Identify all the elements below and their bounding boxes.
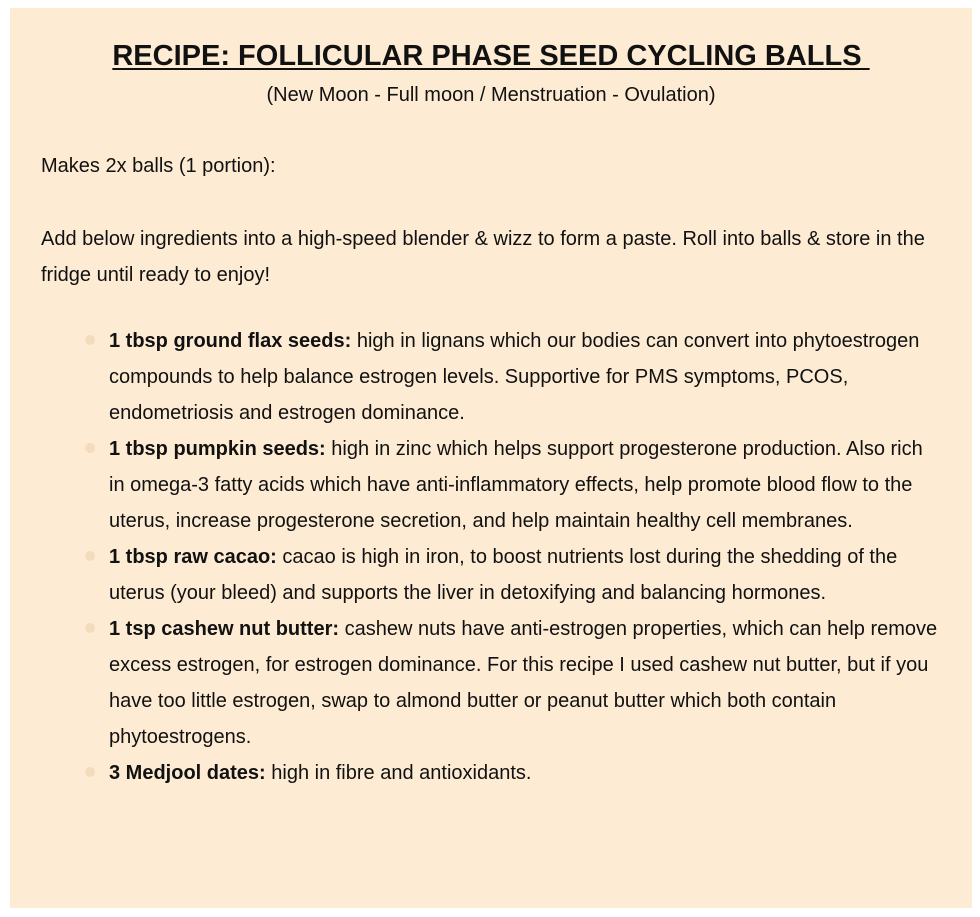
- list-item: [10, 755, 950, 791]
- bullet-icon: [85, 767, 95, 777]
- ingredient-description: cashew nuts have anti-estrogen properties, which can help remove excess estrogen, for estrogen dominance. For this recipe I used cashew nut butter, but if you have too little estrogen, swap to almond butter or peanut butter which both contain phytoestrogens.: [109, 618, 938, 748]
- ingredient-description: high in fibre and antioxidants.: [265, 762, 532, 784]
- recipe-title: RECIPE: FOLLICULAR PHASE SEED CYCLING BALLS: [112, 40, 870, 72]
- ingredient-description: high in zinc which helps support progesterone production. Also rich in omega-3 fatty acids which have anti-inflammatory effects, help promote blood flow to the uterus, increase progesterone secretion, and help maintain healthy cell membranes.: [109, 438, 923, 532]
- ingredient-name: 1 tbsp raw cacao:: [109, 546, 277, 568]
- ingredient-name: 1 tbsp pumpkin seeds:: [109, 438, 326, 460]
- list-item: [10, 611, 950, 755]
- bullet-icon: [85, 335, 95, 345]
- bullet-icon: [85, 551, 95, 561]
- recipe-card: [10, 8, 972, 908]
- list-item: [10, 431, 950, 539]
- instructions-text: Add below ingredients into a high-speed blender & wizz to form a paste. Roll into balls & store in the fridge until ready to enjoy!: [41, 228, 925, 286]
- servings-text: Makes 2x balls (1 portion):: [41, 155, 276, 177]
- bullet-icon: [85, 443, 95, 453]
- ingredient-name: 1 tbsp ground flax seeds:: [109, 330, 352, 352]
- ingredient-description: cacao is high in iron, to boost nutrients lost during the shedding of the uterus (your bleed) and supports the liver in detoxifying and balancing hormones.: [109, 546, 898, 604]
- list-item: [10, 323, 950, 431]
- ingredient-list: [10, 323, 950, 791]
- ingredient-description: high in lignans which our bodies can convert into phytoestrogen compounds to help balance estrogen levels. Supportive for PMS symptoms, PCOS, endometriosis and estrogen dominance.: [109, 330, 920, 424]
- ingredient-name: 1 tsp cashew nut butter:: [109, 618, 340, 640]
- ingredient-name: 3 Medjool dates:: [109, 762, 266, 784]
- bullet-icon: [85, 623, 95, 633]
- recipe-subtitle: (New Moon - Full moon / Menstruation - Ovulation): [266, 84, 716, 106]
- list-item: [10, 539, 950, 611]
